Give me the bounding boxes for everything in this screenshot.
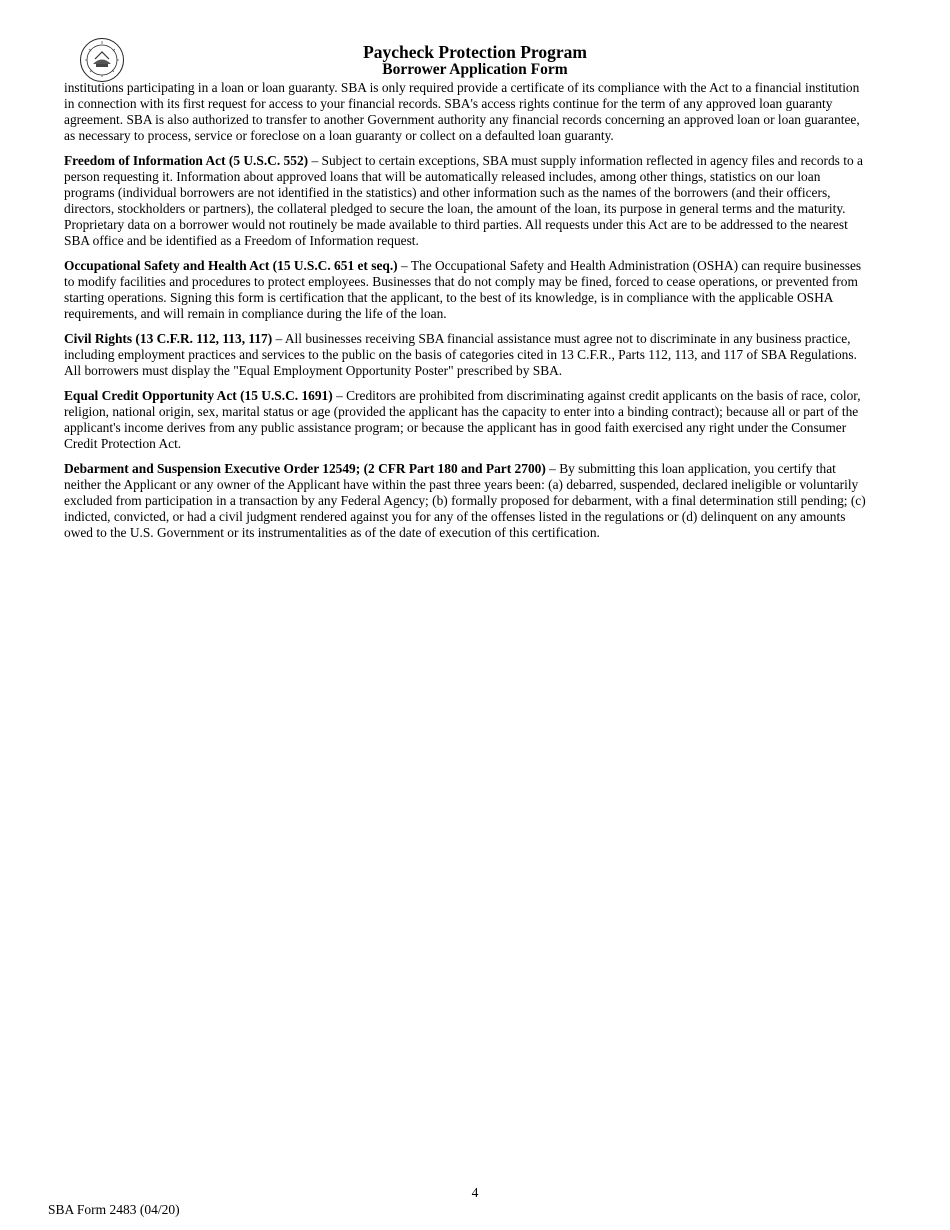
ecoa-text: – Creditors are prohibited from discriminating against credit applicants on the basis of race, color, religion, national origin, sex, marital status or age (provided the applicant has the capacity to enter into a binding contract); because all or part of the applicant's income derives from any public assistance program; or because the applicant has in good faith exercised any right under the Consumer Credit Protection Act. bbox=[64, 388, 861, 451]
civil-rights-text: – All businesses receiving SBA financial assistance must agree not to discriminate in any business practice, including employment practices and services to the public on the basis of categories cited in 13 C.F.R., Parts 112, 113, and 117 of SBA Regulations. All borrowers must display the "Equal Employment Opportunity Poster" prescribed by SBA. bbox=[64, 331, 857, 378]
osha-text: – The Occupational Safety and Health Administration (OSHA) can require businesses to modify facilities and procedures to protect employees. Businesses that do not comply may be fined, forced to cease operations, or prevented from starting operations. Signing this form is certification that the applicant, to the best of its knowledge, is in compliance with the applicable OSHA requirements, and will remain in compliance during the life of the loan. bbox=[64, 258, 862, 321]
ecoa-paragraph bbox=[64, 388, 869, 452]
page-number: 4 bbox=[471, 1185, 479, 1200]
debarment-paragraph bbox=[64, 461, 869, 541]
civil-rights-heading: Civil Rights (13 C.F.R. 112, 113, 117) bbox=[64, 331, 273, 346]
debarment-text: – By submitting this loan application, you certify that neither the Applicant or any owner of the Applicant have within the past three years been: (a) debarred, suspended, declared ineligible or voluntarily excluded from participation in a transaction by any Federal Agency; (b) formally proposed for debarment, with a final determination still pending; (c) indicted, convicted, or had a civil judgment rendered against you for any of the offenses listed in the regulations or (d) delinquent on any amounts owed to the U.S. Government or its instrumentalities as of the date of execution of this certification. bbox=[64, 461, 866, 540]
osha-paragraph bbox=[64, 258, 869, 322]
debarment-heading: Debarment and Suspension Executive Order 12549; (2 CFR Part 180 and Part 2700) bbox=[64, 461, 546, 476]
continuation-paragraph: institutions participating in a loan or loan guaranty. SBA is only required provide a certificate of its compliance with the Act to a financial institution in connection with its first request for access to your financial records. SBA's access rights continue for the term of any approved loan guaranty agreement. SBA is also authorized to transfer to another Government authority any financial records concerning an approved loan or loan guarantee, as necessary to process, service or foreclose on a loan guaranty or collect on a defaulted loan guaranty. bbox=[64, 80, 860, 143]
foia-text: – Subject to certain exceptions, SBA must supply information reflected in agency files and records to a person requesting it. Information about approved loans that will be automatically released includes, among other things, statistics on our loan programs (individual borrowers are not identified in the statistics) and other information such as the names of the borrowers (and their officers, directors, stockholders or partners), the collateral pledged to secure the loan, the amount of the loan, its purpose in general terms and the maturity. Proprietary data on a borrower would not routinely be made available to third parties. All requests under this Act are to be addressed to the nearest SBA office and be identified as a Freedom of Information request. bbox=[64, 153, 863, 248]
page-title: Paycheck Protection Program bbox=[363, 42, 587, 62]
osha-heading: Occupational Safety and Health Act (15 U.S.C. 651 et seq.) bbox=[64, 258, 398, 273]
form-identifier: SBA Form 2483 (04/20) bbox=[48, 1202, 180, 1217]
foia-heading: Freedom of Information Act (5 U.S.C. 552) bbox=[64, 153, 309, 168]
document-body bbox=[64, 80, 869, 550]
foia-paragraph bbox=[64, 153, 869, 249]
ecoa-heading: Equal Credit Opportunity Act (15 U.S.C. 1691) bbox=[64, 388, 333, 403]
page-subtitle: Borrower Application Form bbox=[382, 61, 568, 78]
civil-rights-paragraph bbox=[64, 331, 869, 379]
